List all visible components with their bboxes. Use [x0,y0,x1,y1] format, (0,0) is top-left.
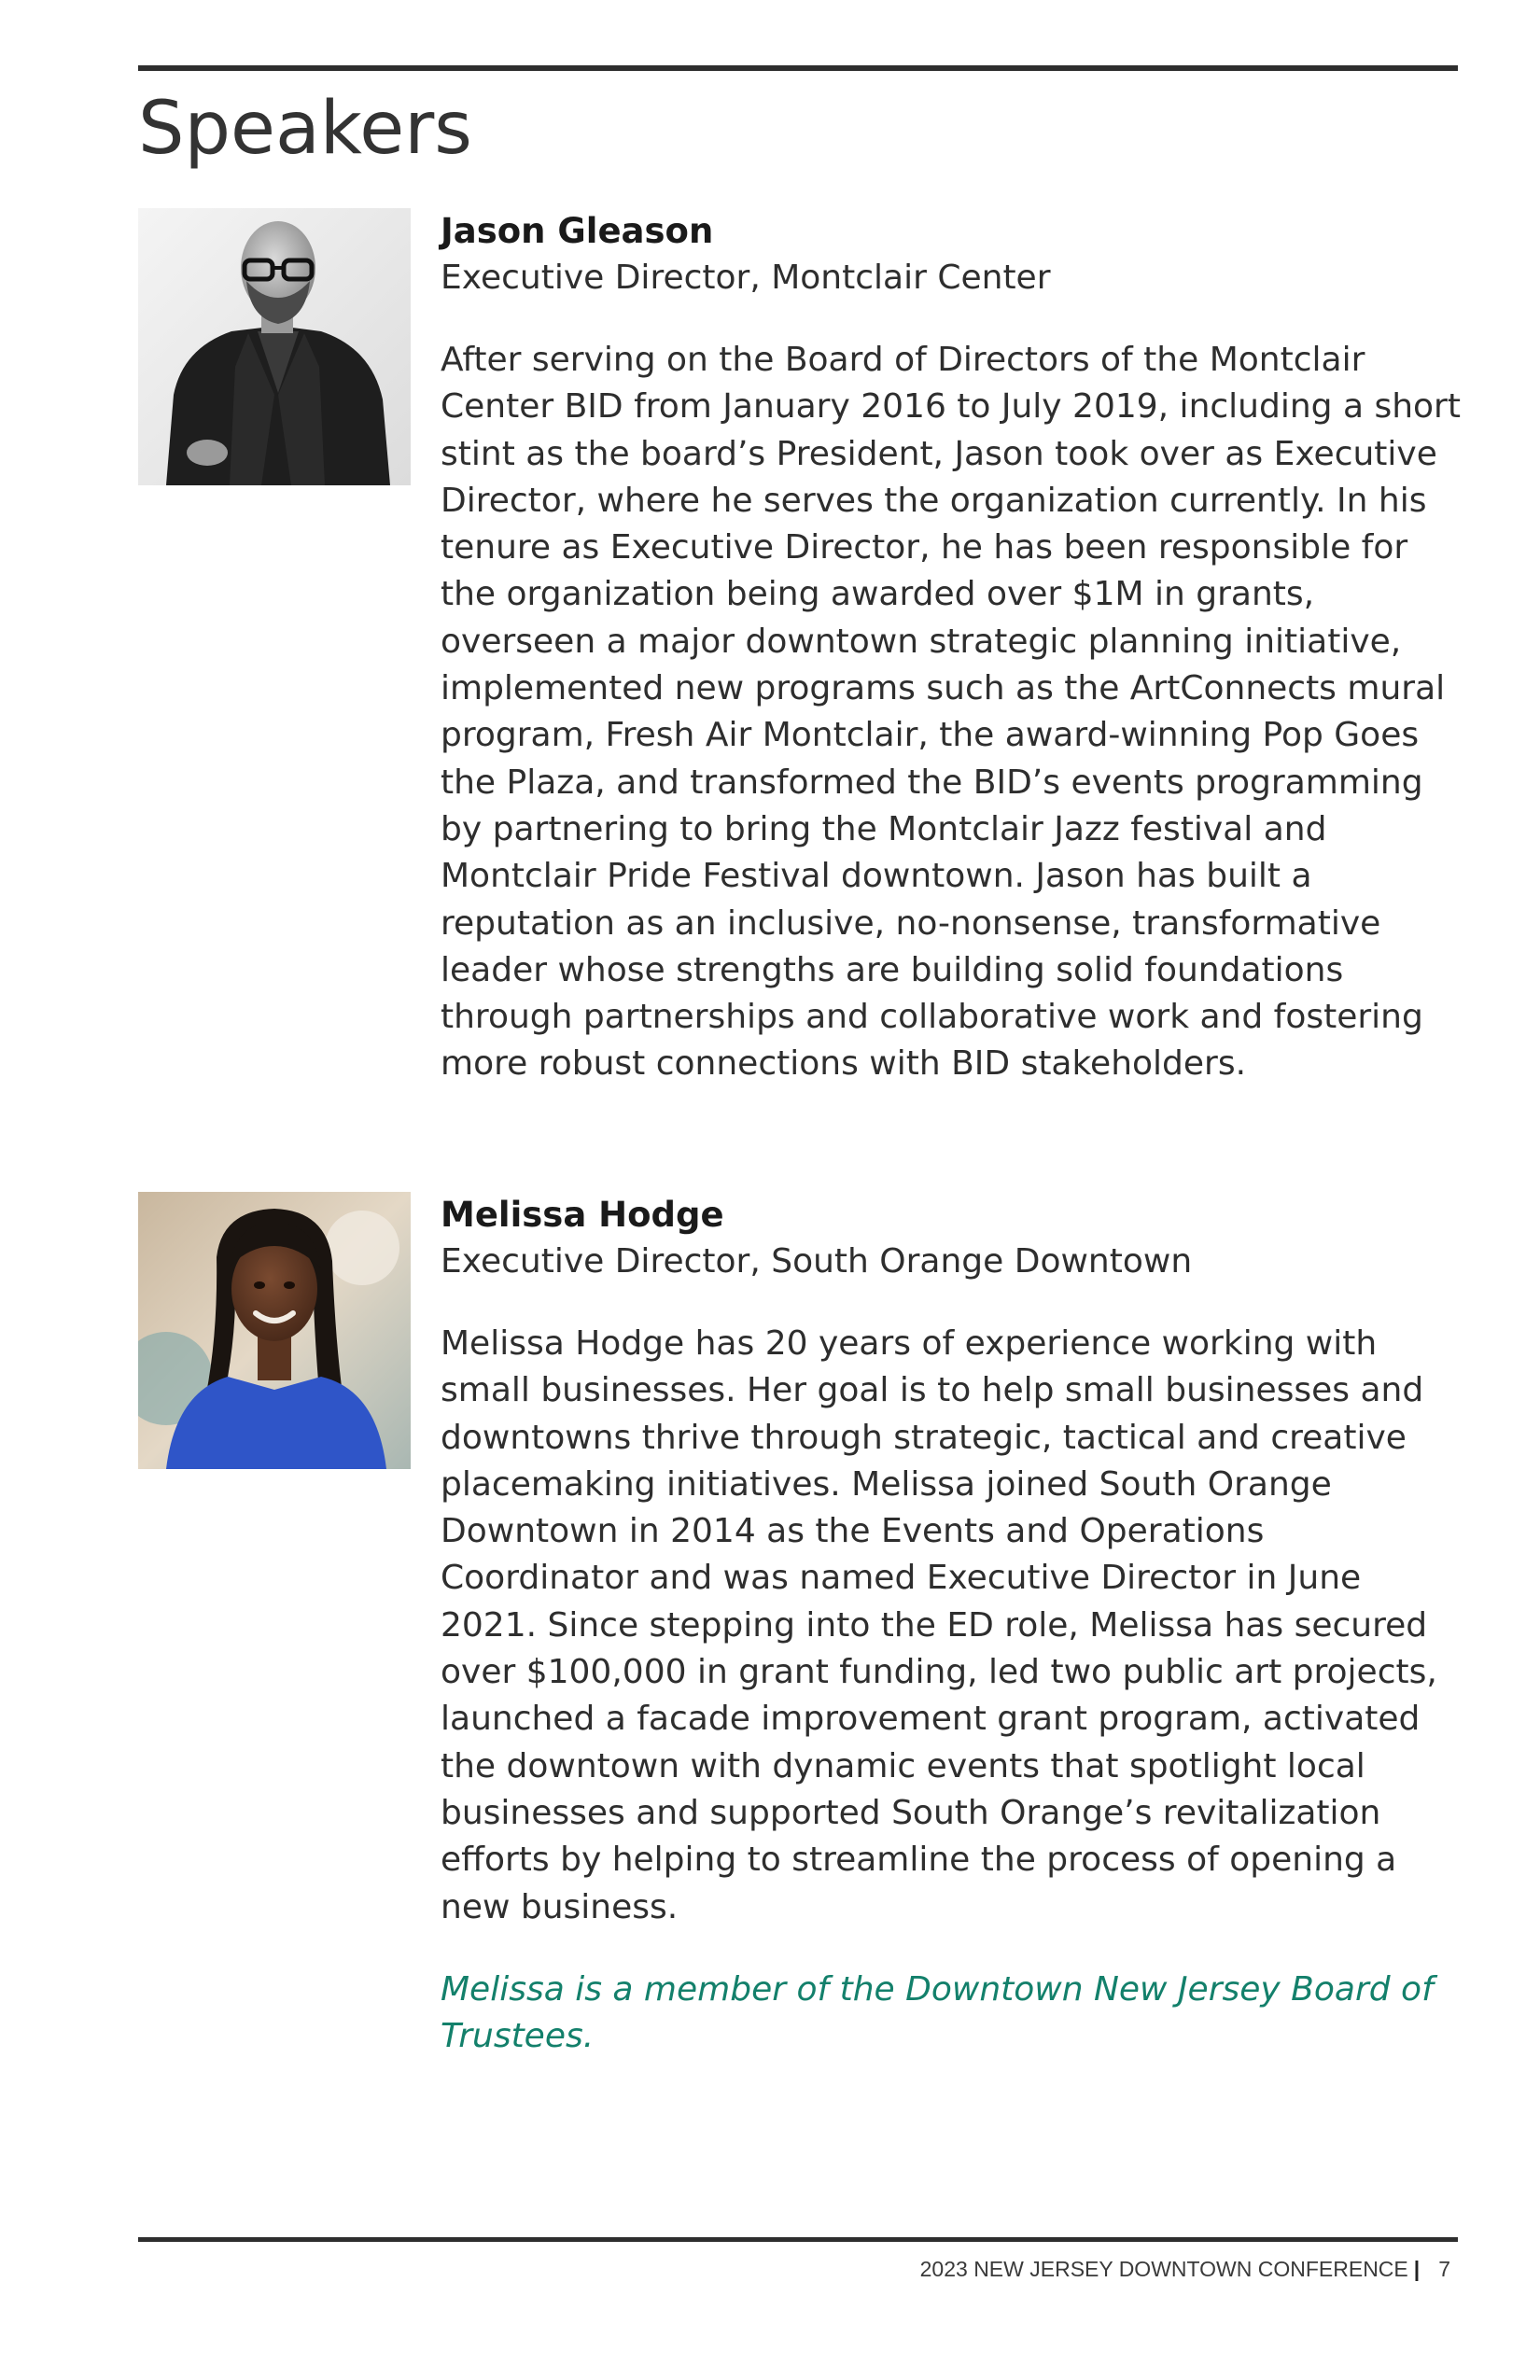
speaker-board-note: Melissa is a member of the Downtown New Jersey Board of Trustees. [441,1969,1434,2055]
speaker-bio: After serving on the Board of Directors of the Montclair Center BID from January 2016 to July 2019, including a short stint as the board’s President, Jason took over as Executive Director, where he serves the organization currently. In his tenure as Executive Director, he has been responsible for the organization being awarded over $1M in grants, overseen a major downtown strategic planning initiative, implemented new programs such as the ArtConnects mural program, Fresh Air Montclair, the award-winning Pop Goes the Plaza, and transformed the BID’s events programming by partnering to bring the Montclair Jazz festival and Montclair Pride Festival downtown. Jason has built a reputation as an inclusive, no-nonsense, transformative leader whose strengths are building solid foundations through partnerships and collaborative work and fostering more robust connections with BID stakeholders. [441,341,1461,1084]
speaker-photo-melissa-hodge [138,1192,411,1469]
speaker-bio: Melissa Hodge has 20 years of experience working with small businesses. Her goal is to help small businesses and downtowns thrive through strategic, tactical and creative placemaking initiatives. Melissa joined South Orange Downtown in 2014 as the Events and Operations Coordinator and was named Executive Director in June 2021. Since stepping into the ED role, Melissa has secured over $100,000 in grant funding, led two public art projects, launched a facade improvement grant program, activated the downtown with dynamic events that spotlight local businesses and supported South Orange’s revitalization efforts by helping to streamline the process of opening a new business. [441,1324,1437,1926]
speaker-name: Jason Gleason [441,211,714,251]
portrait-melissa-image [138,1192,411,1469]
page-footer [920,2253,1450,2285]
portrait-jason-image [138,208,411,485]
footer-separator: | [1413,2257,1421,2281]
speaker-role: Executive Director, South Orange Downtown [441,1242,1193,1281]
page-title: Speakers [138,87,472,171]
speaker-role: Executive Director, Montclair Center [441,259,1051,297]
top-rule [138,65,1458,71]
bottom-rule [138,2237,1458,2242]
speaker-text-jason-gleason [441,208,1461,1088]
footer-conference-title: 2023 NEW JERSEY DOWNTOWN CONFERENCE [919,2257,1408,2281]
page-number: 7 [1438,2257,1450,2281]
speaker-photo-jason-gleason [138,208,411,485]
speaker-name: Melissa Hodge [441,1195,724,1235]
speaker-text-melissa-hodge [441,1192,1458,2060]
